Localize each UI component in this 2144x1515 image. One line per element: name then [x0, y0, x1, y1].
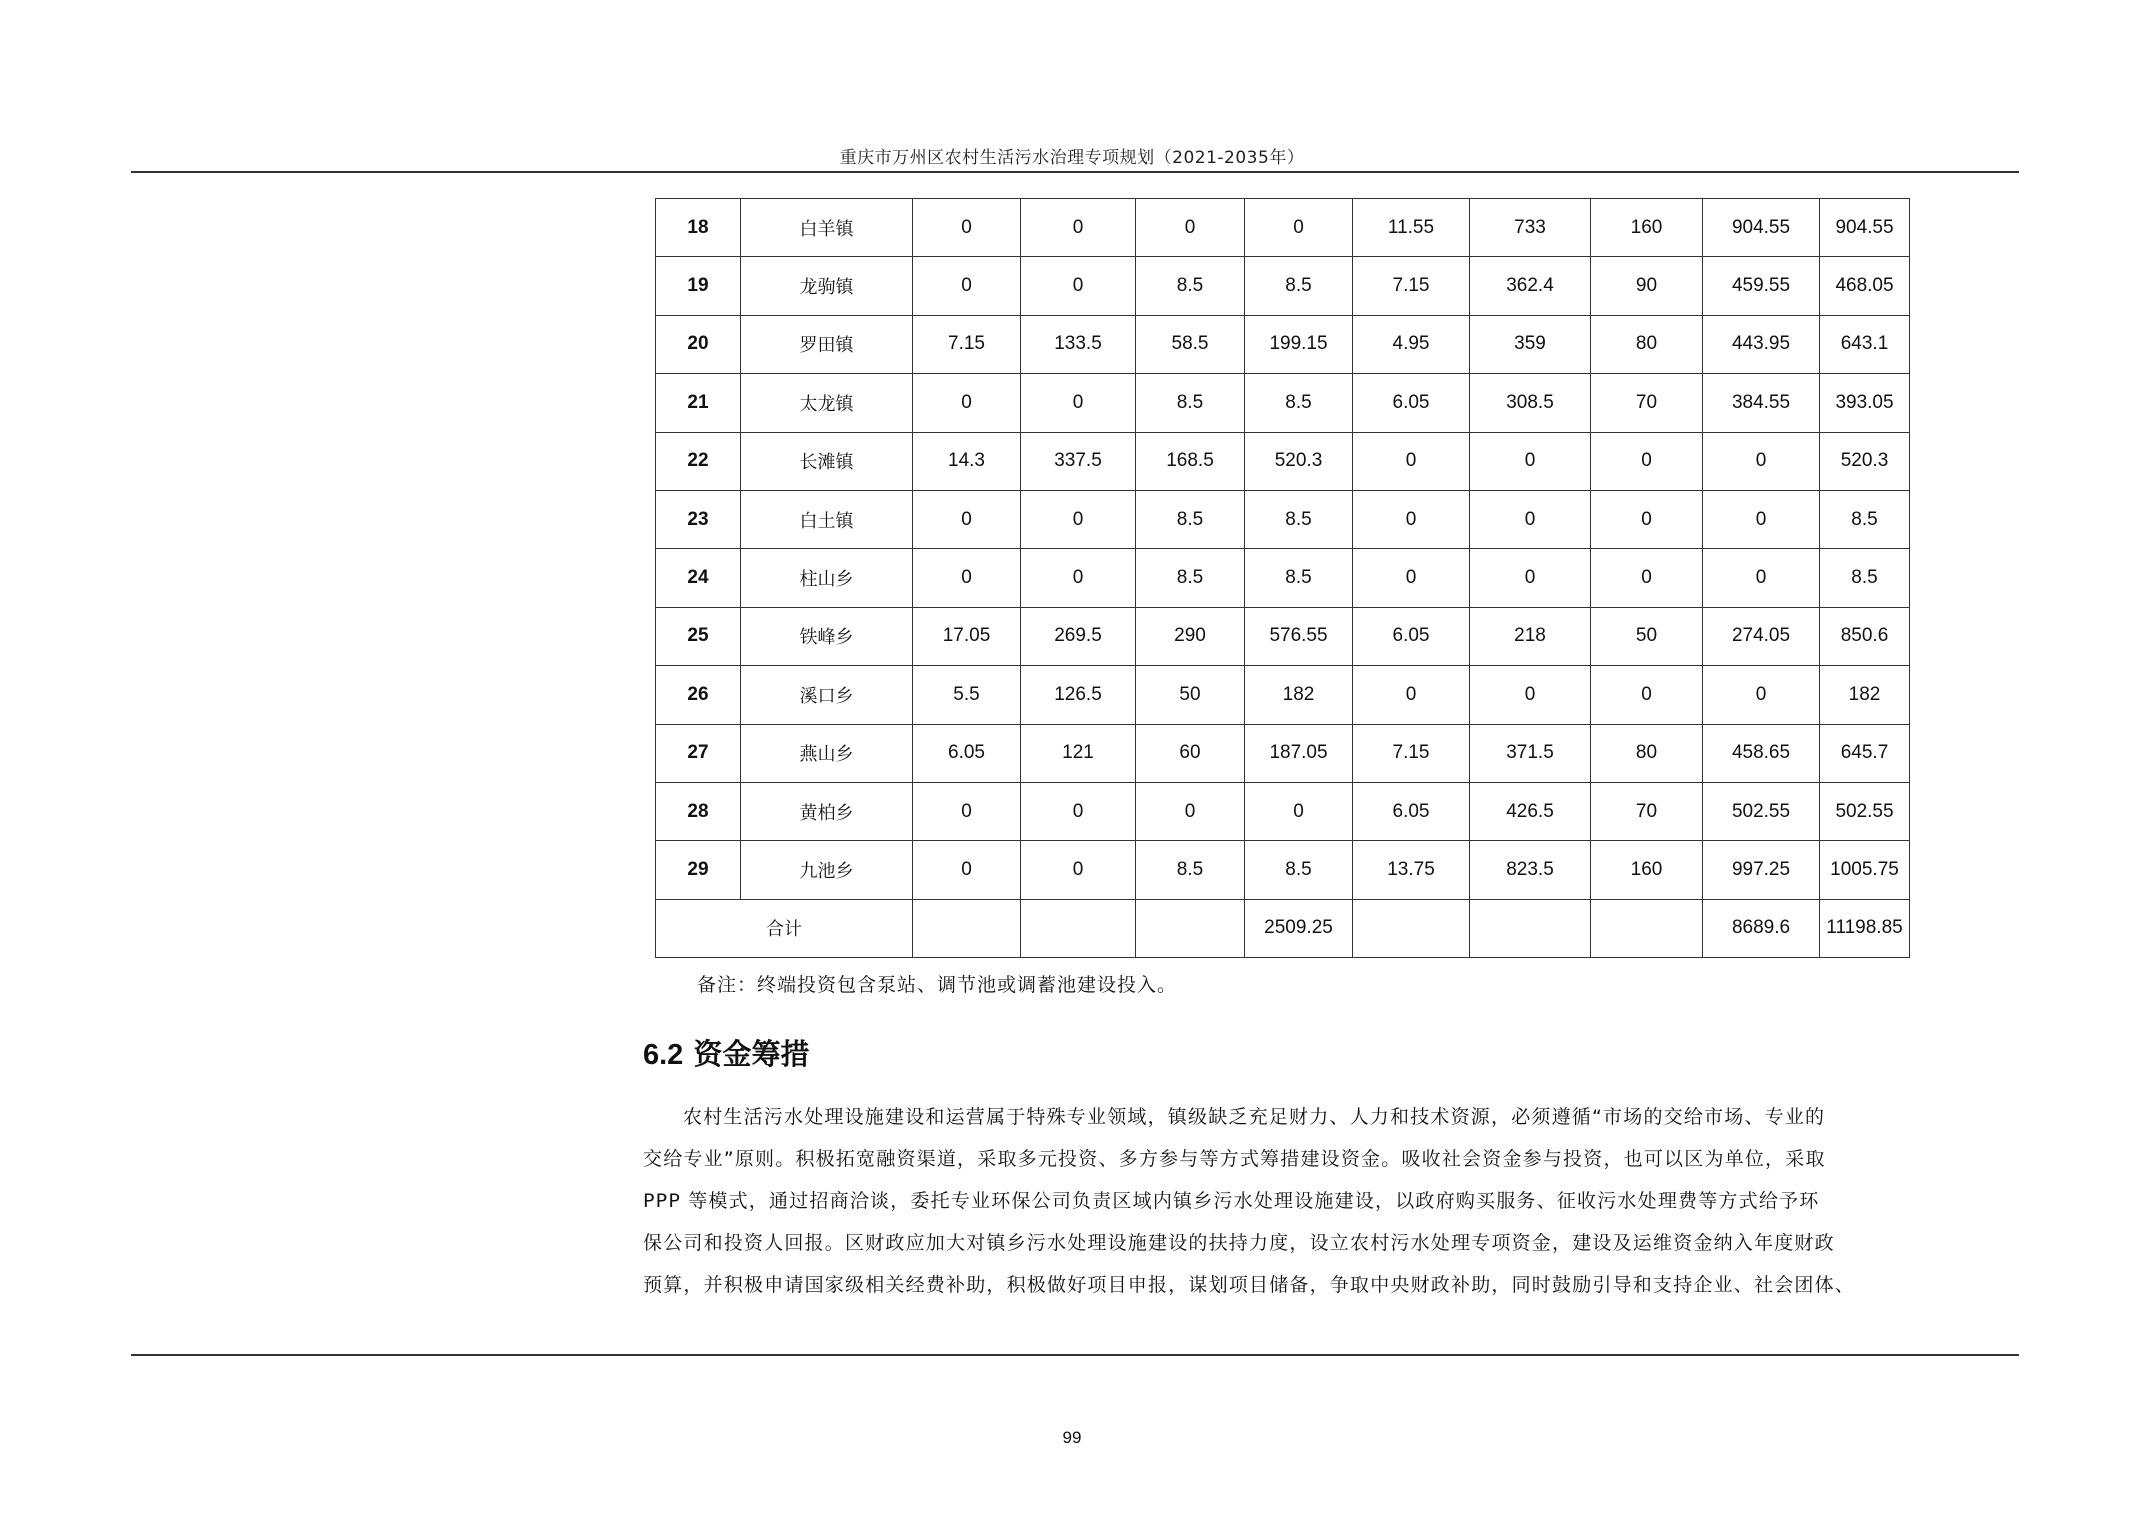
table-cell: 160	[1591, 841, 1703, 899]
table-cell: 0	[913, 199, 1021, 257]
table-row	[656, 490, 1910, 548]
table-cell: 8.5	[1245, 549, 1353, 607]
table-cell: 643.1	[1820, 315, 1910, 373]
table-cell: 8.5	[1820, 490, 1910, 548]
table-cell: 337.5	[1021, 432, 1136, 490]
table-cell: 459.55	[1703, 257, 1820, 315]
table-cell: 362.4	[1470, 257, 1591, 315]
table-row	[656, 257, 1910, 315]
table-cell: 6.05	[1353, 782, 1470, 840]
table-cell: 0	[1470, 432, 1591, 490]
table-cell: 0	[1353, 490, 1470, 548]
page-header: 重庆市万州区农村生活污水治理专项规划（2021-2035年）	[839, 148, 1305, 168]
row-number: 18	[656, 199, 741, 257]
table-cell: 520.3	[1245, 432, 1353, 490]
table-cell: 269.5	[1021, 607, 1136, 665]
table-cell: 0	[1470, 490, 1591, 548]
table-cell: 133.5	[1021, 315, 1136, 373]
table-cell: 11.55	[1353, 199, 1470, 257]
row-number: 22	[656, 432, 741, 490]
table-cell: 0	[1245, 782, 1353, 840]
header-rule	[131, 171, 2019, 173]
row-number: 23	[656, 490, 741, 548]
table-cell: 0	[1021, 782, 1136, 840]
table-cell: 14.3	[913, 432, 1021, 490]
table-note: 备注：终端投资包含泵站、调节池或调蓄池建设投入。	[697, 974, 1178, 996]
table-row	[656, 315, 1910, 373]
investment-table	[655, 198, 1910, 958]
town-name: 长滩镇	[741, 432, 913, 490]
table-cell: 520.3	[1820, 432, 1910, 490]
total-cell: 8689.6	[1703, 899, 1820, 957]
total-cell	[1136, 899, 1245, 957]
row-number: 19	[656, 257, 741, 315]
table-cell: 70	[1591, 374, 1703, 432]
table-cell: 6.05	[1353, 607, 1470, 665]
table-body	[656, 199, 1910, 900]
table-row	[656, 549, 1910, 607]
town-name: 白土镇	[741, 490, 913, 548]
table-cell: 0	[1591, 490, 1703, 548]
total-label: 合计	[656, 899, 913, 957]
table-cell: 0	[1021, 199, 1136, 257]
table-cell: 502.55	[1820, 782, 1910, 840]
total-cell	[913, 899, 1021, 957]
total-row	[656, 899, 1910, 957]
table-cell: 468.05	[1820, 257, 1910, 315]
paragraph-line: 交给专业”原则。积极拓宽融资渠道，采取多元投资、多方参与等方式筹措建设资金。吸收社会资金参与投资，也可以区为单位，采取	[643, 1148, 1826, 1170]
table-cell: 0	[913, 549, 1021, 607]
table-cell: 0	[1591, 666, 1703, 724]
table-cell: 7.15	[1353, 257, 1470, 315]
table-cell: 850.6	[1820, 607, 1910, 665]
table-row	[656, 374, 1910, 432]
table-cell: 126.5	[1021, 666, 1136, 724]
table-cell: 904.55	[1703, 199, 1820, 257]
table-cell: 384.55	[1703, 374, 1820, 432]
town-name: 龙驹镇	[741, 257, 913, 315]
table-cell: 121	[1021, 724, 1136, 782]
table-cell: 308.5	[1470, 374, 1591, 432]
table-cell: 17.05	[913, 607, 1021, 665]
table-cell: 290	[1136, 607, 1245, 665]
table-cell: 502.55	[1703, 782, 1820, 840]
table-row	[656, 782, 1910, 840]
table-cell: 7.15	[1353, 724, 1470, 782]
row-number: 29	[656, 841, 741, 899]
table-cell: 0	[1703, 549, 1820, 607]
table-cell: 0	[1021, 374, 1136, 432]
total-cell	[1353, 899, 1470, 957]
page-number: 99	[1062, 1428, 1082, 1447]
table-cell: 0	[1353, 666, 1470, 724]
paragraph-line: 农村生活污水处理设施建设和运营属于特殊专业领域，镇级缺乏充足财力、人力和技术资源，必须遵循“市场的交给市场、专业的	[683, 1106, 1826, 1128]
table-row	[656, 432, 1910, 490]
table-cell: 0	[913, 782, 1021, 840]
total-cell: 2509.25	[1245, 899, 1353, 957]
table-row	[656, 199, 1910, 257]
table-cell: 443.95	[1703, 315, 1820, 373]
section-title: 资金筹措	[693, 1037, 810, 1071]
table-cell: 0	[1021, 257, 1136, 315]
row-number: 25	[656, 607, 741, 665]
table-cell: 6.05	[913, 724, 1021, 782]
table-cell: 645.7	[1820, 724, 1910, 782]
table-cell: 426.5	[1470, 782, 1591, 840]
table-cell: 576.55	[1245, 607, 1353, 665]
row-number: 28	[656, 782, 741, 840]
table-cell: 0	[1136, 782, 1245, 840]
table-cell: 182	[1820, 666, 1910, 724]
town-name: 黄柏乡	[741, 782, 913, 840]
table-cell: 8.5	[1136, 549, 1245, 607]
row-number: 24	[656, 549, 741, 607]
table-cell: 0	[1703, 432, 1820, 490]
town-name: 溪口乡	[741, 666, 913, 724]
table-cell: 0	[1021, 841, 1136, 899]
table-cell: 371.5	[1470, 724, 1591, 782]
town-name: 罗田镇	[741, 315, 913, 373]
table-cell: 0	[1591, 549, 1703, 607]
town-name: 白羊镇	[741, 199, 913, 257]
table-cell: 8.5	[1136, 257, 1245, 315]
table-cell: 187.05	[1245, 724, 1353, 782]
table-cell: 13.75	[1353, 841, 1470, 899]
paragraph-line: PPP 等模式，通过招商洽谈，委托专业环保公司负责区域内镇乡污水处理设施建设，以政府购买服务、征收污水处理费等方式给予环	[643, 1190, 1820, 1212]
table-cell: 0	[1470, 666, 1591, 724]
town-name: 铁峰乡	[741, 607, 913, 665]
table-cell: 458.65	[1703, 724, 1820, 782]
table-cell: 0	[913, 841, 1021, 899]
table-cell: 50	[1136, 666, 1245, 724]
table-cell: 8.5	[1245, 374, 1353, 432]
table-cell: 7.15	[913, 315, 1021, 373]
table-cell: 393.05	[1820, 374, 1910, 432]
row-number: 21	[656, 374, 741, 432]
table-row	[656, 666, 1910, 724]
table-cell: 160	[1591, 199, 1703, 257]
town-name: 太龙镇	[741, 374, 913, 432]
row-number: 27	[656, 724, 741, 782]
paragraph-line: 预算，并积极申请国家级相关经费补助，积极做好项目申报，谋划项目储备，争取中央财政补助，同时鼓励引导和支持企业、社会团体、	[643, 1274, 1856, 1296]
town-name: 柱山乡	[741, 549, 913, 607]
table-cell: 80	[1591, 724, 1703, 782]
table-cell: 0	[1021, 549, 1136, 607]
table-cell: 0	[1353, 549, 1470, 607]
total-cell	[1021, 899, 1136, 957]
table-cell: 904.55	[1820, 199, 1910, 257]
table-cell: 0	[1021, 490, 1136, 548]
table-cell: 8.5	[1136, 490, 1245, 548]
table-cell: 8.5	[1136, 374, 1245, 432]
table-cell: 90	[1591, 257, 1703, 315]
table-cell: 50	[1591, 607, 1703, 665]
table-cell: 70	[1591, 782, 1703, 840]
table-cell: 8.5	[1245, 841, 1353, 899]
footer-rule	[131, 1354, 2019, 1356]
table-cell: 5.5	[913, 666, 1021, 724]
table-cell: 80	[1591, 315, 1703, 373]
table-row	[656, 724, 1910, 782]
table-cell: 8.5	[1820, 549, 1910, 607]
town-name: 九池乡	[741, 841, 913, 899]
table-cell: 168.5	[1136, 432, 1245, 490]
table-cell: 6.05	[1353, 374, 1470, 432]
body-paragraph	[643, 1096, 1915, 1306]
table-cell: 0	[1136, 199, 1245, 257]
total-cell	[1591, 899, 1703, 957]
table-cell: 0	[913, 490, 1021, 548]
table-cell: 0	[1470, 549, 1591, 607]
table-row	[656, 607, 1910, 665]
table-cell: 199.15	[1245, 315, 1353, 373]
table-cell: 58.5	[1136, 315, 1245, 373]
table-cell: 8.5	[1136, 841, 1245, 899]
table-cell: 0	[1245, 199, 1353, 257]
table-cell: 733	[1470, 199, 1591, 257]
table-cell: 274.05	[1703, 607, 1820, 665]
table-cell: 0	[1591, 432, 1703, 490]
total-cell	[1470, 899, 1591, 957]
row-number: 20	[656, 315, 741, 373]
row-number: 26	[656, 666, 741, 724]
table-cell: 0	[1703, 666, 1820, 724]
table-cell: 0	[1703, 490, 1820, 548]
table-cell: 0	[913, 257, 1021, 315]
table-cell: 4.95	[1353, 315, 1470, 373]
town-name: 燕山乡	[741, 724, 913, 782]
section-number: 6.2	[643, 1039, 684, 1071]
paragraph-line: 保公司和投资人回报。区财政应加大对镇乡污水处理设施建设的扶持力度，设立农村污水处理专项资金，建设及运维资金纳入年度财政	[643, 1232, 1835, 1254]
table-cell: 0	[913, 374, 1021, 432]
table-cell: 8.5	[1245, 490, 1353, 548]
table-cell: 1005.75	[1820, 841, 1910, 899]
table-cell: 8.5	[1245, 257, 1353, 315]
table-cell: 218	[1470, 607, 1591, 665]
section-heading	[643, 1032, 809, 1073]
table-cell: 182	[1245, 666, 1353, 724]
table-cell: 823.5	[1470, 841, 1591, 899]
table-cell: 997.25	[1703, 841, 1820, 899]
table-cell: 0	[1353, 432, 1470, 490]
total-cell: 11198.85	[1820, 899, 1910, 957]
table-cell: 359	[1470, 315, 1591, 373]
table-row	[656, 841, 1910, 899]
table-cell: 60	[1136, 724, 1245, 782]
